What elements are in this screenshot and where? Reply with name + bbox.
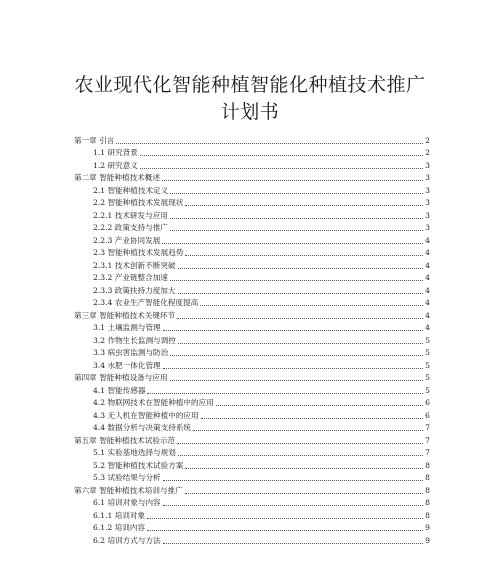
toc-entry[interactable] [74, 371, 430, 384]
toc-dot-leader [185, 205, 423, 206]
toc-entry-page-number: 3 [425, 185, 430, 195]
toc-entry-page-number: 4 [425, 248, 430, 257]
toc-dot-leader [185, 493, 423, 494]
toc-entry-page-number: 3 [425, 223, 430, 232]
toc-entry[interactable] [74, 171, 430, 184]
toc-entry-page-number: 2 [425, 148, 430, 157]
toc-entry-label: 4.2 物联网技术在智能种植中的应用 [93, 398, 214, 407]
toc-entry-label: 6.1 培训对象与内容 [93, 498, 161, 507]
toc-dot-leader [147, 530, 423, 531]
toc-entry-page-number: 5 [425, 335, 430, 345]
toc-entry-label: 5.2 智能种植技术试验方案 [93, 460, 184, 470]
toc-dot-leader [162, 180, 423, 181]
toc-entry-label: 第四章 智能种植设备与应用 [74, 373, 168, 382]
toc-dot-leader [147, 393, 423, 394]
toc-entry-page-number: 6 [425, 398, 430, 407]
toc-entry-label: 2.3.3 政策扶持力度加大 [93, 285, 176, 295]
toc-entry[interactable] [74, 196, 430, 209]
toc-entry[interactable] [74, 508, 430, 521]
toc-entry-page-number: 2 [425, 135, 430, 145]
toc-dot-leader [200, 305, 423, 306]
toc-entry[interactable] [74, 396, 430, 409]
toc-dot-leader [170, 355, 423, 356]
toc-dot-leader [170, 218, 423, 219]
toc-entry-page-number: 7 [425, 448, 430, 457]
toc-dot-leader [216, 405, 423, 406]
toc-entry-label: 第二章 智能种植技术概述 [74, 173, 160, 182]
toc-entry[interactable] [74, 358, 430, 371]
toc-entry-label: 3.2 作物生长监测与调控 [93, 335, 176, 345]
toc-entry-label: 第一章 引言 [74, 135, 115, 145]
toc-entry-page-number: 9 [425, 535, 430, 545]
toc-dot-leader [177, 318, 423, 319]
toc-entry-page-number: 7 [425, 435, 430, 445]
toc-dot-leader [193, 430, 423, 431]
toc-entry-label: 第五章 智能种植技术试验示范 [74, 435, 176, 445]
toc-entry-label: 1.2 研究意义 [93, 160, 138, 170]
toc-entry[interactable] [74, 271, 430, 284]
toc-dot-leader [170, 193, 423, 194]
toc-dot-leader [147, 518, 423, 519]
toc-entry[interactable] [74, 321, 430, 334]
document-title-continued: 计划书 [220, 101, 280, 123]
document-title: 农业现代化智能种植智能化种植技术推广 [74, 74, 426, 96]
toc-entry[interactable] [74, 308, 430, 321]
toc-entry[interactable] [74, 471, 430, 484]
toc-entry-page-number: 4 [425, 285, 430, 295]
toc-dot-leader [201, 418, 423, 419]
toc-entry-label: 2.2.2 政策支持与推广 [93, 223, 168, 232]
toc-entry[interactable] [74, 233, 430, 246]
toc-entry-label: 3.3 病虫害监测与防治 [93, 348, 169, 357]
table-of-contents [74, 133, 430, 546]
toc-dot-leader [178, 455, 423, 456]
toc-entry-label: 2.2.3 产业协同发展 [93, 235, 161, 245]
toc-entry[interactable] [74, 183, 430, 196]
toc-entry-label: 4.1 智能传感器 [93, 385, 146, 395]
toc-entry[interactable] [74, 346, 430, 359]
toc-entry-label: 6.2 培训方式与方法 [93, 535, 161, 545]
toc-entry-page-number: 5 [425, 385, 430, 395]
toc-entry-label: 第六章 智能种植技术培训与推广 [74, 485, 183, 495]
toc-entry-label: 6.1.1 培训对象 [93, 510, 146, 520]
toc-dot-leader [162, 243, 423, 244]
toc-dot-leader [178, 268, 424, 269]
toc-entry-label: 2.2.1 技术研发与应用 [93, 210, 168, 220]
toc-entry-page-number: 8 [425, 473, 430, 482]
toc-entry-page-number: 8 [425, 460, 430, 470]
toc-entry-page-number: 3 [425, 160, 430, 170]
toc-entry-label: 2.2 智能种植技术发展现状 [93, 198, 184, 207]
toc-entry[interactable] [74, 421, 430, 434]
toc-entry-label: 3.1 土壤监测与管理 [93, 323, 161, 332]
toc-entry-label: 第三章 智能种植技术关键环节 [74, 310, 176, 320]
toc-dot-leader [163, 505, 423, 506]
toc-entry[interactable] [74, 296, 430, 309]
toc-entry[interactable] [74, 146, 430, 159]
toc-entry[interactable] [74, 221, 430, 234]
toc-entry-page-number: 7 [425, 423, 430, 432]
toc-entry[interactable] [74, 408, 430, 421]
toc-entry-label: 2.3 智能种植技术发展趋势 [93, 248, 184, 257]
toc-dot-leader [163, 330, 423, 331]
toc-dot-leader [178, 343, 423, 344]
toc-entry-label: 2.1 智能种植技术定义 [93, 185, 169, 195]
toc-entry[interactable] [74, 521, 430, 534]
toc-entry[interactable] [74, 483, 430, 496]
toc-entry-label: 2.3.2 产业链整合加速 [93, 273, 168, 282]
toc-entry-page-number: 8 [425, 485, 430, 495]
toc-dot-leader [170, 280, 423, 281]
toc-entry-page-number: 5 [425, 373, 430, 382]
toc-dot-leader [170, 380, 423, 381]
toc-dot-leader [116, 143, 423, 144]
toc-entry-page-number: 4 [425, 310, 430, 320]
toc-entry-page-number: 5 [425, 360, 430, 370]
toc-dot-leader [140, 168, 423, 169]
toc-dot-leader [185, 255, 423, 256]
toc-entry-page-number: 9 [425, 523, 430, 532]
toc-entry-label: 6.1.2 培训内容 [93, 523, 146, 532]
toc-entry-page-number: 4 [425, 323, 430, 332]
toc-entry-page-number: 5 [425, 348, 430, 357]
toc-entry[interactable] [74, 533, 430, 546]
toc-entry[interactable] [74, 433, 430, 446]
toc-dot-leader [170, 230, 423, 231]
toc-entry-page-number: 4 [425, 260, 430, 270]
toc-entry[interactable] [74, 246, 430, 259]
toc-entry-page-number: 6 [425, 410, 430, 420]
toc-entry-label: 4.4 数据分析与决策支持系统 [93, 423, 192, 432]
toc-dot-leader [185, 468, 423, 469]
toc-entry-page-number: 4 [425, 273, 430, 282]
toc-entry[interactable] [74, 333, 430, 346]
toc-entry[interactable] [74, 208, 430, 221]
toc-entry[interactable] [74, 283, 430, 296]
toc-entry-label: 3.4 水肥一体化管理 [93, 360, 161, 370]
toc-dot-leader [140, 155, 423, 156]
toc-entry[interactable] [74, 133, 430, 146]
toc-dot-leader [178, 293, 424, 294]
toc-entry-label: 5.1 实验基地选择与规划 [93, 448, 176, 457]
toc-entry-label: 2.3.1 技术创新不断突破 [93, 260, 176, 270]
toc-dot-leader [163, 368, 423, 369]
toc-entry-label: 1.1 研究背景 [93, 148, 138, 157]
toc-entry-page-number: 8 [425, 498, 430, 507]
toc-entry[interactable] [74, 158, 430, 171]
toc-entry-page-number: 3 [425, 210, 430, 220]
toc-entry-label: 4.3 无人机在智能种植中的应用 [93, 410, 199, 420]
toc-entry-label: 5.3 试验结果与分析 [93, 473, 161, 482]
toc-entry[interactable] [74, 446, 430, 459]
toc-entry[interactable] [74, 496, 430, 509]
toc-entry[interactable] [74, 383, 430, 396]
toc-entry-label: 2.3.4 农业生产智能化程度提高 [93, 298, 199, 307]
toc-entry[interactable] [74, 258, 430, 271]
toc-entry-page-number: 4 [425, 235, 430, 245]
toc-entry-page-number: 4 [425, 298, 430, 307]
toc-entry-page-number: 8 [425, 510, 430, 520]
toc-entry[interactable] [74, 458, 430, 471]
toc-entry-page-number: 3 [425, 198, 430, 207]
toc-entry-page-number: 3 [425, 173, 430, 182]
toc-dot-leader [163, 480, 423, 481]
toc-dot-leader [163, 543, 423, 544]
toc-dot-leader [177, 443, 423, 444]
